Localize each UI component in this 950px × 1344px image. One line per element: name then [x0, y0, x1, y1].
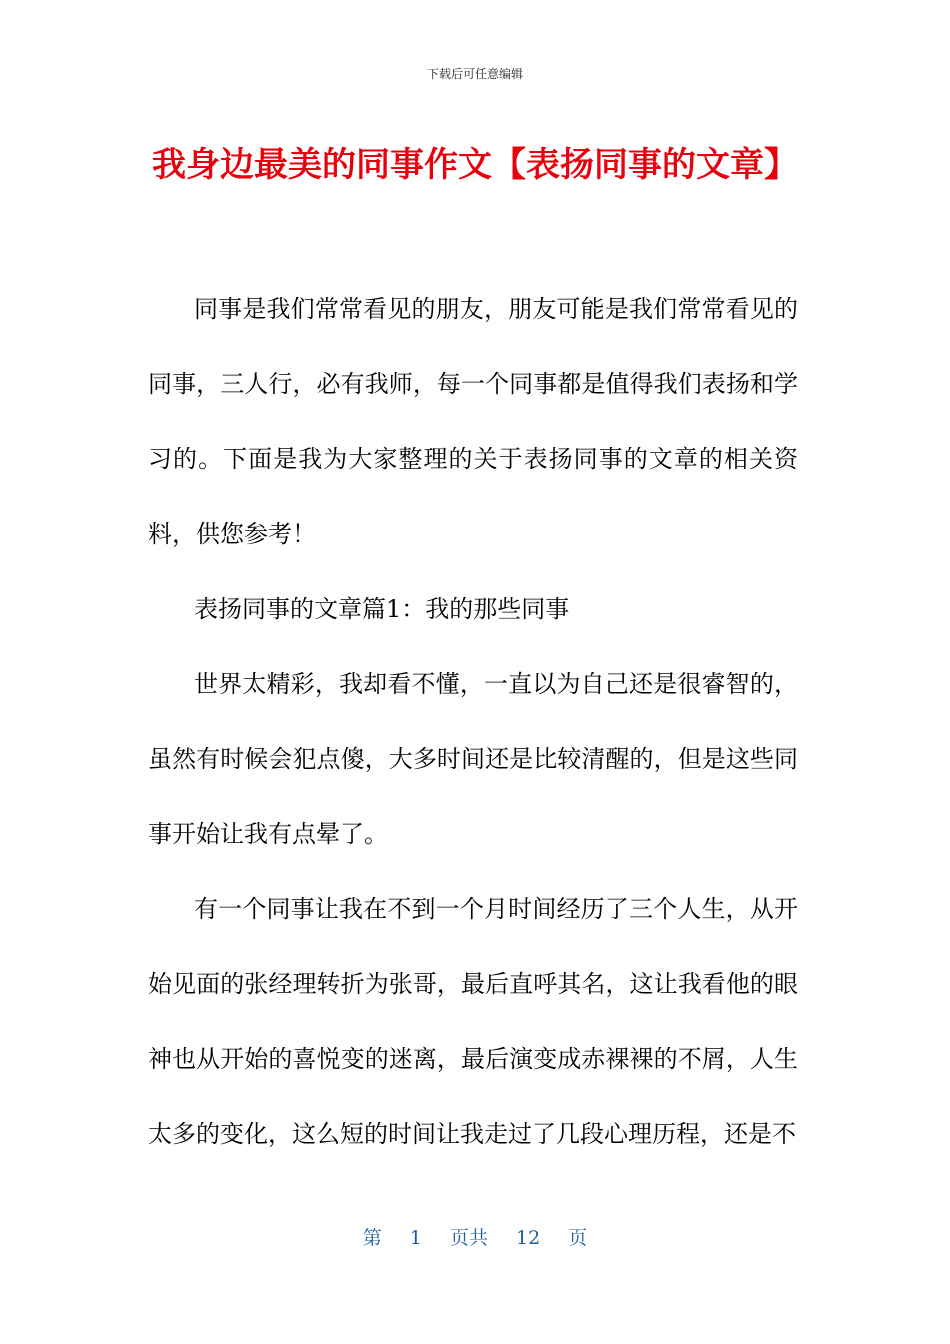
page-footer [0, 1224, 950, 1252]
footer-total-pages: 12 [516, 1227, 541, 1249]
paragraph: 世界太精彩，我却看不懂，一直以为自己还是很睿智的，虽然有时候会犯点傻，大多时间还是比较清醒的，但是这些同事开始让我有点晕了。 [148, 670, 798, 848]
section-heading: 表扬同事的文章篇1：我的那些同事 [194, 595, 570, 623]
page-header [0, 66, 950, 82]
paragraph-intro: 同事是我们常常看见的朋友，朋友可能是我们常常看见的同事，三人行，必有我师，每一个同事都是值得我们表扬和学习的。下面是我为大家整理的关于表扬同事的文章的相关资料，供您参考！ [148, 295, 798, 548]
page-title: 我身边最美的同事作文【表扬同事的文章】 [152, 145, 798, 185]
footer-middle: 页共 [449, 1227, 488, 1249]
paragraph: 有一个同事让我在不到一个月时间经历了三个人生，从开始见面的张经理转折为张哥，最后直呼其名，这让我看他的眼神也从开始的喜悦变的迷离，最后演变成赤裸裸的不屑，人生太多的变化，这么短的时间让我走过了几段心理历程，还是不 [148, 895, 798, 1148]
header-note: 下载后可任意编辑 [426, 67, 523, 81]
footer-suffix: 页 [568, 1227, 588, 1249]
footer-current-page: 1 [409, 1227, 422, 1249]
footer-prefix: 第 [362, 1227, 382, 1249]
article-body [148, 272, 798, 1172]
